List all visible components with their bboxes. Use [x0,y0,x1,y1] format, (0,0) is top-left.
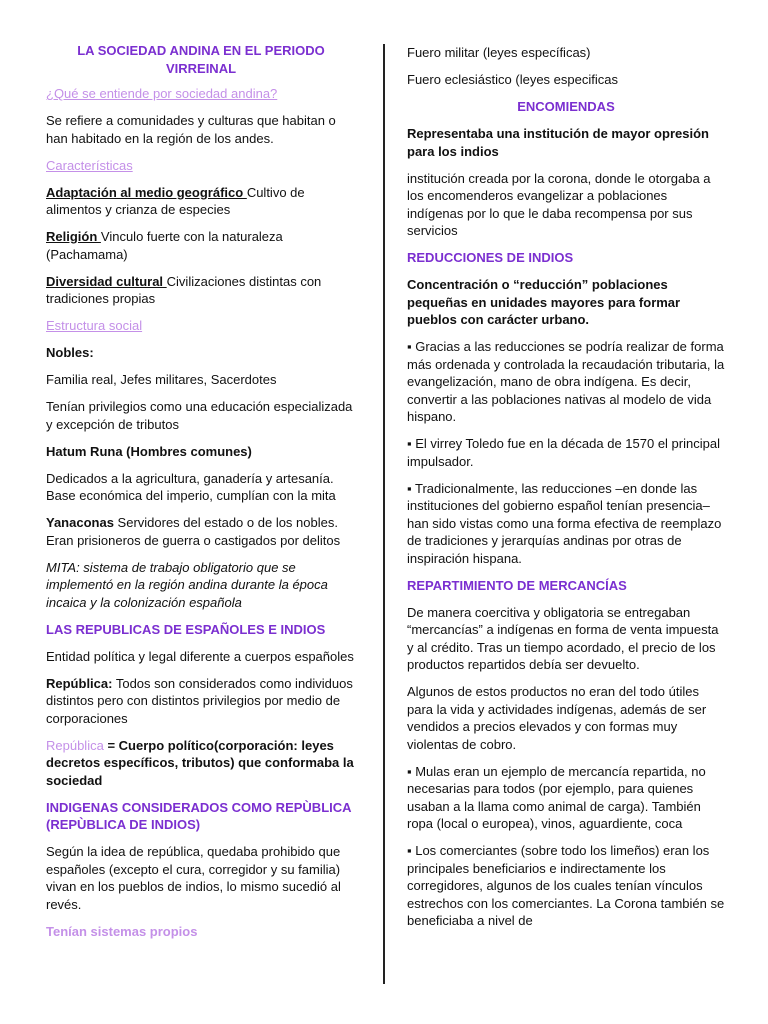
reducciones-bullet-2: ▪ El virrey Toledo fue en la década de 1570 el principal impulsador. [407,436,720,469]
encomiendas-summary: Representaba una institución de mayor opresión para los indios [407,126,709,159]
nobles-list: Familia real, Jefes militares, Sacerdotes [46,372,277,387]
left-column [46,42,356,950]
fuero-eclesiastico: Fuero eclesiástico (leyes especificas [407,72,618,87]
segun-paragraph: Según la idea de república, quedaba prohibido que españoles (excepto el cura, corregidor y su familia) vivan en los pueblos de indios, lo mismo sucedió al revés. [46,844,341,912]
repartimiento-paragraph-2: Algunos de estos productos no eran del todo útiles para la vida y actividades indígenas, además de ser vendidos a precios elevados y con formas muy violentas de cobro. [407,684,707,752]
republica-paragraph: República: Todos son considerados como individuos distintos pero con distintos privilegios por medio de corporaciones [46,675,353,726]
reducciones-bullet-1: ▪ Gracias a las reducciones se podría realizar de forma más ordenada y controlada la recaudación tributaria, la evangelización, mano de obra indígena. Es decir, convertir a las poblaciones nativas al modelo de vida hispano. [407,339,725,424]
indigenas-heading: INDIGENAS CONSIDERADOS COMO REPÙBLICA (REPÙBLICA DE INDIOS) [46,799,352,832]
sistemas-heading: Tenían sistemas propios [46,923,198,939]
caracteristicas-heading[interactable]: Características [46,157,133,173]
mita-note: MITA: sistema de trabajo obligatorio que se implementó en la región andina durante la época incaica y la colonización española [46,559,328,610]
question-answer: Se refiere a comunidades y culturas que habitan o han habitado en la región de los andes. [46,113,336,146]
question-heading[interactable]: ¿Qué se entiende por sociedad andina? [46,86,278,101]
hatum-runa-heading: Hatum Runa (Hombres comunes) [46,443,252,459]
column-divider [383,44,385,984]
encomiendas-text: institución creada por la corona, donde le otorgaba a los encomenderos evangelizar a poblaciones indígenas por lo que le daba recompensa por sus servicios [407,170,711,238]
yanaconas-paragraph: Yanaconas Servidores del estado o de los nobles. Eran prisioneros de guerra o castigados por delitos [46,515,341,548]
right-column [407,44,725,939]
hatum-runa-text: Dedicados a la agricultura, ganadería y artesanía. Base económica del imperio, cumplían con la mita [46,470,336,503]
document-title: LA SOCIEDAD ANDINA EN EL PERIODO VIRREINAL [77,43,325,76]
encomiendas-heading: ENCOMIENDAS [517,99,615,114]
nobles-heading: Nobles: [46,345,94,360]
reducciones-summary: Concentración o “reducción” poblaciones pequeñas en unidades mayores para formar pueblos con carácter urbano. [407,277,681,327]
characteristic-adaptacion: Adaptación al medio geográfico Cultivo de alimentos y crianza de especies [46,184,305,217]
repartimiento-bullet-1: ▪ Mulas eran un ejemplo de mercancía repartida, no necesarias para todos (por ejemplo, para quienes usaban a la llama como animal de carga). También ropa (local o europea), vinos, aguardiente, coca [407,763,706,831]
repartimiento-bullet-2: ▪ Los comerciantes (sobre todo los limeños) eran los principales beneficiarios e indirectamente los corregidores, algunos de los cuales tenían vínculos estrechos con los comerciantes. La Corona también se beneficiaba a nivel de [407,843,725,928]
republicas-heading: LAS REPUBLICAS DE ESPAÑOLES E INDIOS [46,621,326,637]
reducciones-bullet-3: ▪ Tradicionalmente, las reducciones –en donde las instituciones del gobierno español tenían presencia– han sido vistas como una forma efectiva de reemplazo de tradiciones y jerarquías andinas por otras de inspiración hispana. [407,480,722,566]
estructura-heading[interactable]: Estructura social [46,318,143,333]
entidad-paragraph: Entidad política y legal diferente a cuerpos españoles [46,648,354,664]
repartimiento-heading: REPARTIMIENTO DE MERCANCÍAS [407,577,627,593]
republica-definition: República = Cuerpo político(corporación: leyes decretos específicos, tributos) que conformaba la sociedad [46,737,354,788]
characteristic-religion: Religión Vinculo fuerte con la naturaleza (Pachamama) [46,229,283,262]
fuero-militar: Fuero militar (leyes específicas) [407,45,591,60]
nobles-privileges: Tenían privilegios como una educación especializada y excepción de tributos [46,399,353,432]
reducciones-heading: REDUCCIONES DE INDIOS [407,250,574,265]
repartimiento-paragraph-1: De manera coercitiva y obligatoria se entregaban “mercancías” a indígenas en forma de venta impuesta y al crédito. Tras un tiempo acordado, el precio de los productos repartidos debía ser devuelto. [407,604,719,672]
characteristic-diversidad: Diversidad cultural Civilizaciones distintas con tradiciones propias [46,273,322,306]
